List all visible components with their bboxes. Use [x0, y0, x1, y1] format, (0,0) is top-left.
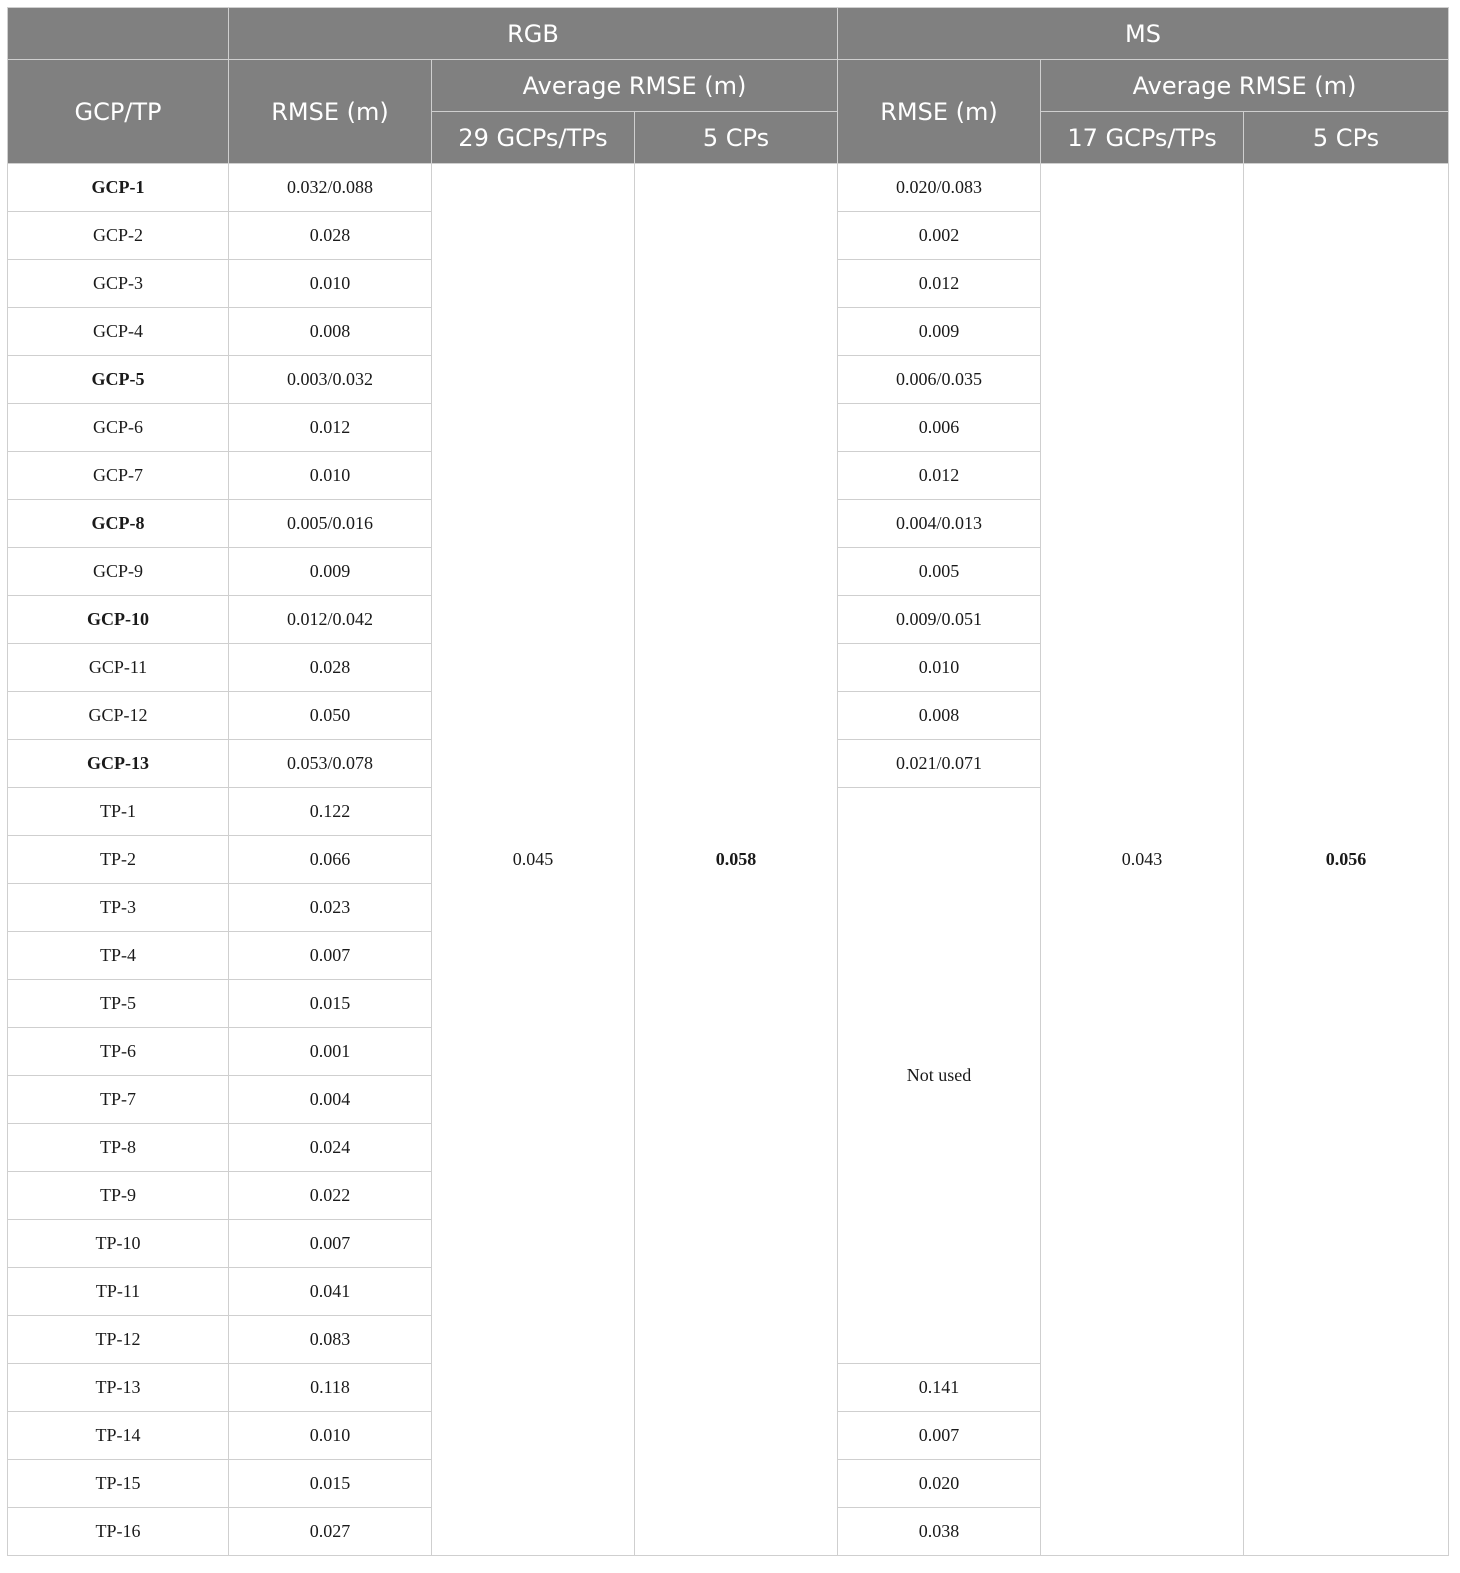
rgb-rmse-cell: 0.024	[229, 1124, 432, 1172]
rgb-rmse-cell: 0.028	[229, 644, 432, 692]
ms-rmse-cell: 0.004/0.013	[838, 500, 1041, 548]
point-id-cell: TP-10	[8, 1220, 229, 1268]
point-id-cell: TP-12	[8, 1316, 229, 1364]
rgb-rmse-cell: 0.003/0.032	[229, 356, 432, 404]
corner-cell	[8, 8, 229, 60]
ms-average-gcps-cell: 0.043	[1041, 164, 1244, 1556]
point-id-cell: GCP-13	[8, 740, 229, 788]
point-id-cell: GCP-4	[8, 308, 229, 356]
rgb-rmse-header: RMSE (m)	[229, 60, 432, 164]
rgb-rmse-cell: 0.053/0.078	[229, 740, 432, 788]
rgb-rmse-cell: 0.012	[229, 404, 432, 452]
point-id-cell: TP-8	[8, 1124, 229, 1172]
rgb-average-cps-cell: 0.058	[635, 164, 838, 1556]
point-id-cell: GCP-1	[8, 164, 229, 212]
point-id-cell: TP-7	[8, 1076, 229, 1124]
rgb-rmse-cell: 0.032/0.088	[229, 164, 432, 212]
rgb-rmse-cell: 0.010	[229, 1412, 432, 1460]
ms-rmse-cell: 0.002	[838, 212, 1041, 260]
ms-rmse-cell: 0.038	[838, 1508, 1041, 1556]
table-body	[8, 164, 1449, 1556]
point-id-cell: GCP-7	[8, 452, 229, 500]
ms-average-rmse-header: Average RMSE (m)	[1041, 60, 1449, 112]
ms-rmse-cell: 0.005	[838, 548, 1041, 596]
rgb-group-header: RGB	[229, 8, 838, 60]
ms-average-cps-cell: 0.056	[1244, 164, 1449, 1556]
rgb-rmse-cell: 0.005/0.016	[229, 500, 432, 548]
rgb-rmse-cell: 0.066	[229, 836, 432, 884]
rgb-rmse-cell: 0.041	[229, 1268, 432, 1316]
rgb-rmse-cell: 0.010	[229, 452, 432, 500]
ms-rmse-cell: 0.010	[838, 644, 1041, 692]
rgb-rmse-cell: 0.118	[229, 1364, 432, 1412]
point-id-cell: GCP-5	[8, 356, 229, 404]
ms-rmse-cell: 0.008	[838, 692, 1041, 740]
ms-rmse-cell: 0.007	[838, 1412, 1041, 1460]
rgb-rmse-cell: 0.027	[229, 1508, 432, 1556]
ms-rmse-cell: 0.009/0.051	[838, 596, 1041, 644]
point-id-cell: TP-15	[8, 1460, 229, 1508]
rgb-rmse-cell: 0.009	[229, 548, 432, 596]
rgb-rmse-cell: 0.028	[229, 212, 432, 260]
point-id-cell: GCP-12	[8, 692, 229, 740]
rgb-rmse-cell: 0.007	[229, 1220, 432, 1268]
point-id-cell: GCP-6	[8, 404, 229, 452]
rgb-cps-header: 5 CPs	[635, 112, 838, 164]
ms-group-header: MS	[838, 8, 1449, 60]
point-id-cell: TP-14	[8, 1412, 229, 1460]
ms-gcps-header: 17 GCPs/TPs	[1041, 112, 1244, 164]
ms-rmse-cell: 0.141	[838, 1364, 1041, 1412]
point-id-cell: TP-16	[8, 1508, 229, 1556]
rgb-average-rmse-header: Average RMSE (m)	[432, 60, 838, 112]
point-id-cell: TP-13	[8, 1364, 229, 1412]
rgb-rmse-cell: 0.015	[229, 1460, 432, 1508]
ms-cps-header: 5 CPs	[1244, 112, 1449, 164]
point-id-cell: GCP-3	[8, 260, 229, 308]
ms-rmse-cell: 0.012	[838, 260, 1041, 308]
point-id-cell: TP-1	[8, 788, 229, 836]
table-header	[8, 8, 1449, 164]
table-row	[8, 164, 1449, 212]
ms-rmse-header: RMSE (m)	[838, 60, 1041, 164]
point-id-cell: GCP-11	[8, 644, 229, 692]
ms-rmse-cell: 0.021/0.071	[838, 740, 1041, 788]
point-id-cell: TP-11	[8, 1268, 229, 1316]
rgb-rmse-cell: 0.015	[229, 980, 432, 1028]
gcp-tp-header: GCP/TP	[8, 60, 229, 164]
rgb-rmse-cell: 0.023	[229, 884, 432, 932]
point-id-cell: TP-9	[8, 1172, 229, 1220]
point-id-cell: GCP-2	[8, 212, 229, 260]
rgb-rmse-cell: 0.004	[229, 1076, 432, 1124]
ms-not-used-cell: Not used	[838, 788, 1041, 1364]
rgb-rmse-cell: 0.083	[229, 1316, 432, 1364]
rgb-rmse-cell: 0.001	[229, 1028, 432, 1076]
ms-rmse-cell: 0.020/0.083	[838, 164, 1041, 212]
ms-rmse-cell: 0.012	[838, 452, 1041, 500]
ms-rmse-cell: 0.006	[838, 404, 1041, 452]
ms-rmse-cell: 0.020	[838, 1460, 1041, 1508]
point-id-cell: GCP-9	[8, 548, 229, 596]
rgb-rmse-cell: 0.008	[229, 308, 432, 356]
rgb-rmse-cell: 0.007	[229, 932, 432, 980]
point-id-cell: GCP-8	[8, 500, 229, 548]
rgb-rmse-cell: 0.050	[229, 692, 432, 740]
point-id-cell: TP-2	[8, 836, 229, 884]
point-id-cell: TP-6	[8, 1028, 229, 1076]
rgb-rmse-cell: 0.012/0.042	[229, 596, 432, 644]
rmse-table	[7, 7, 1449, 1556]
point-id-cell: TP-3	[8, 884, 229, 932]
rgb-gcps-header: 29 GCPs/TPs	[432, 112, 635, 164]
rgb-average-gcps-cell: 0.045	[432, 164, 635, 1556]
ms-rmse-cell: 0.006/0.035	[838, 356, 1041, 404]
rgb-rmse-cell: 0.122	[229, 788, 432, 836]
rgb-rmse-cell: 0.010	[229, 260, 432, 308]
point-id-cell: TP-4	[8, 932, 229, 980]
rgb-rmse-cell: 0.022	[229, 1172, 432, 1220]
ms-rmse-cell: 0.009	[838, 308, 1041, 356]
point-id-cell: GCP-10	[8, 596, 229, 644]
point-id-cell: TP-5	[8, 980, 229, 1028]
